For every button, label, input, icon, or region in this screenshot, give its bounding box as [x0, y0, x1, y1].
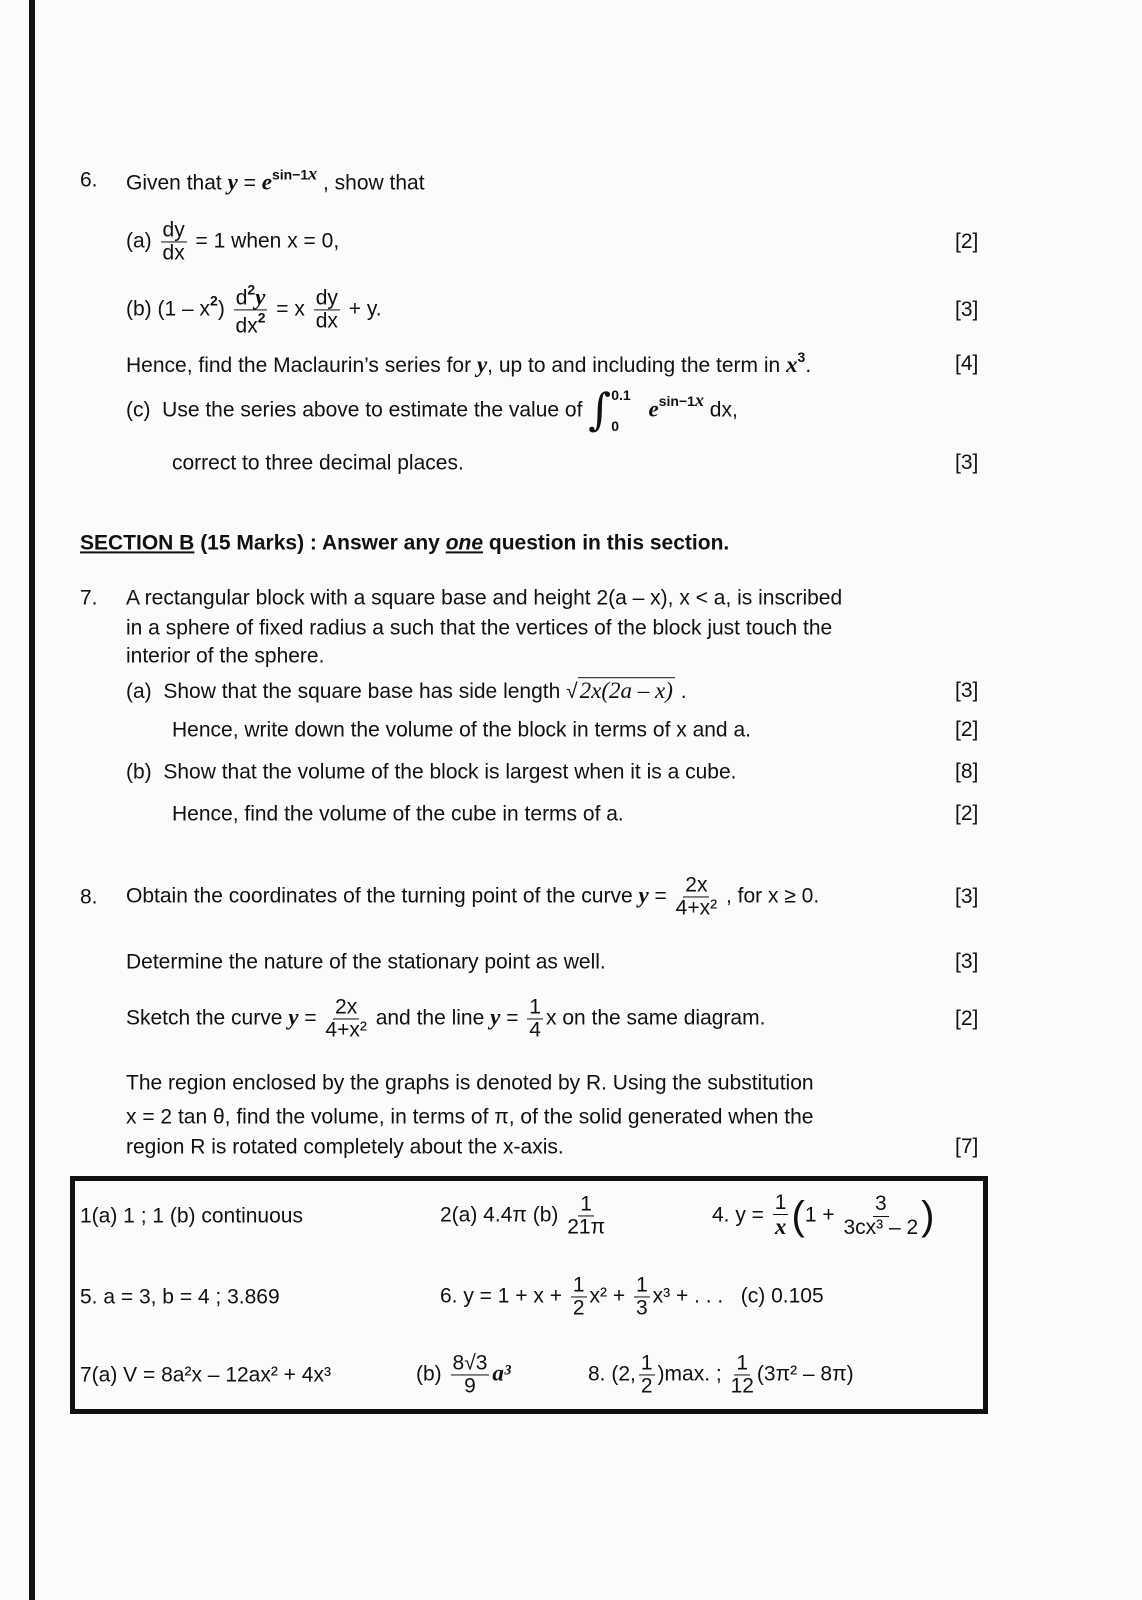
- var-x: x: [308, 163, 318, 184]
- var-y: y: [227, 169, 238, 195]
- d: d: [235, 286, 248, 310]
- answer-8-tail: (3π² – 8π): [756, 1362, 854, 1386]
- marks: [3]: [955, 679, 979, 702]
- q6a-text: = 1 when: [195, 229, 282, 253]
- q6-intro-end: , show that: [323, 171, 425, 195]
- denominator: x: [774, 1214, 787, 1240]
- q7a-text: Show that the square base has side length: [163, 680, 561, 704]
- curve-fraction: [676, 874, 717, 919]
- denominator: dx: [315, 309, 338, 333]
- denominator: 4+x²: [325, 1018, 367, 1042]
- q8-sketch-text: Sketch the curve: [126, 1006, 283, 1030]
- q7b-hence: Hence, find the volume of the cube in terms of a.: [172, 802, 624, 826]
- answer-6c: (c) 0.105: [740, 1284, 824, 1308]
- fraction: [567, 1193, 605, 1238]
- q6c-text: Use the series above to estimate the value of: [162, 398, 583, 422]
- q6a: [126, 219, 339, 264]
- q6-intro-text: Given that: [126, 171, 222, 195]
- numerator: 1: [736, 1351, 749, 1375]
- numerator: 1: [572, 1273, 585, 1297]
- page-left-border: [29, 0, 35, 1600]
- q6-number: 6.: [80, 168, 98, 192]
- denominator: 9: [464, 1374, 476, 1398]
- sqrt-content: 2x(2a – x): [579, 678, 673, 704]
- dx: dx: [235, 314, 258, 338]
- section-title: SECTION B: [80, 531, 195, 555]
- fraction: [634, 1274, 650, 1319]
- equals-x: = x: [276, 297, 305, 321]
- integral-limits: [611, 380, 630, 442]
- q8-sketch-text-c: x on the same diagram.: [545, 1006, 766, 1030]
- part-label: (c): [126, 398, 151, 422]
- marks: [7]: [955, 1135, 979, 1158]
- exponent: 3: [797, 349, 806, 366]
- marks: [2]: [955, 718, 979, 741]
- q7b-text: Show that the volume of the block is largest when it is a cube.: [163, 760, 737, 784]
- var-x: x: [694, 390, 704, 411]
- denominator: 2: [640, 1374, 653, 1398]
- emphasis-one: one: [445, 531, 484, 555]
- denominator: 4+x²: [675, 896, 718, 920]
- answer-6-text: 6. y = 1 + x +: [440, 1284, 562, 1308]
- plus-y: + y.: [348, 297, 382, 321]
- var-y: y: [476, 352, 488, 378]
- inverse: −1: [678, 393, 695, 410]
- paren: ): [217, 297, 225, 321]
- denominator: dx: [162, 241, 185, 265]
- marks: [3]: [955, 298, 979, 321]
- sin: sin: [271, 166, 293, 183]
- answer-4: 4. y = $\frac{1}{x}$ (1 + $\frac{3}{\text{3cx³ – 2}}$ ): [712, 1191, 935, 1240]
- numerator: 1: [580, 1192, 592, 1216]
- q8-line2: Determine the nature of the stationary point as well.: [126, 950, 606, 974]
- q7-line1: A rectangular block with a square base and height 2(a – x), x < a, is inscribed: [126, 586, 843, 610]
- marks: [3]: [955, 950, 979, 973]
- marks: [2]: [955, 802, 979, 825]
- denominator: 21π: [567, 1215, 606, 1239]
- numerator: 1: [640, 1351, 653, 1375]
- fraction: [639, 1352, 655, 1397]
- q8-sketch-text-b: and the line: [375, 1006, 485, 1030]
- var-y: y: [288, 1004, 299, 1030]
- denominator: 3cx³ – 2: [843, 1215, 919, 1239]
- var-e: e: [261, 169, 272, 195]
- q8-text: Obtain the coordinates of the turning point of the curve: [126, 884, 633, 908]
- denominator: 4: [529, 1018, 541, 1042]
- var-e: e: [648, 396, 659, 422]
- marks: [3]: [955, 885, 979, 908]
- inverse: −1: [292, 166, 309, 183]
- answer-8: [588, 1352, 854, 1397]
- answer-4-one: 1 +: [804, 1203, 835, 1227]
- q8-line1: Obtain the coordinates of the turning point of the curve y = $\frac{2x}{\text{4+x²}}$ , for x ≥ 0.: [126, 873, 820, 920]
- var-y: y: [638, 882, 649, 908]
- section-instructions: (15 Marks) : Answer any: [200, 531, 440, 555]
- q8-line3: Sketch the curve y = $\frac{2x}{\text{4+x²}}$ and the line y = $\frac{1}{4}$ x on the same diagram.: [126, 995, 766, 1042]
- var-y: y: [255, 284, 266, 310]
- fraction: [571, 1274, 587, 1319]
- numerator: 1: [774, 1191, 787, 1215]
- answer-7a: 7(a) V = 8a²x – 12ax² + 4x³: [80, 1363, 331, 1387]
- equals: =: [237, 171, 262, 195]
- hence-text-b: , up to and including the term in: [487, 354, 781, 378]
- denominator: 12: [730, 1374, 754, 1398]
- answer-8-text: 8. (2,: [588, 1362, 636, 1386]
- answer-7b-label: (b): [416, 1362, 442, 1386]
- q6b: [126, 282, 382, 337]
- fraction: [731, 1352, 754, 1397]
- derivative-fraction: [314, 287, 340, 332]
- upper-limit: 0.1: [611, 387, 631, 404]
- numerator: 1: [635, 1273, 648, 1297]
- q8-number: 8.: [80, 885, 98, 909]
- var-y: y: [490, 1004, 501, 1030]
- dx: dx,: [709, 398, 738, 422]
- exponent: 2: [257, 309, 266, 326]
- exponent: 2: [247, 281, 256, 298]
- a-cubed: a³: [492, 1360, 511, 1386]
- integral-sign: ∫: [588, 384, 612, 436]
- numerator: 2x: [685, 873, 708, 897]
- q8-line5: x = 2 tan θ, find the volume, in terms of π, of the solid generated when the: [126, 1105, 814, 1129]
- answer-1: 1(a) 1 ; 1 (b) continuous: [80, 1204, 303, 1228]
- q8-condition: , for x ≥ 0.: [725, 884, 820, 908]
- marks: [8]: [955, 760, 979, 783]
- q7b: [126, 759, 737, 784]
- quarter-fraction: [527, 996, 543, 1041]
- q7a-hence: Hence, write down the volume of the block in terms of x and a.: [172, 718, 751, 742]
- numerator: 1: [529, 995, 541, 1019]
- max-label: )max. ;: [657, 1362, 722, 1386]
- answer-6: [440, 1274, 824, 1319]
- x-cubed: x³ + . . .: [652, 1284, 724, 1308]
- numerator: 2x: [335, 995, 358, 1019]
- section-b-heading: [80, 530, 729, 555]
- marks: [3]: [955, 451, 979, 474]
- q7a: (a) Show that the square base has side length √2x(2a – x) .: [126, 678, 687, 704]
- marks: [2]: [955, 1007, 979, 1030]
- answer-2-text: 2(a) 4.4π (b): [440, 1203, 559, 1227]
- answer-4-text: 4. y =: [712, 1203, 764, 1227]
- q6a-condition: x = 0,: [287, 229, 340, 253]
- q8-line6: region R is rotated completely about the x-axis.: [126, 1135, 564, 1159]
- second-derivative: [234, 282, 268, 337]
- part-label: (a): [126, 229, 152, 253]
- marks: [2]: [955, 230, 979, 253]
- numerator: dy: [315, 286, 338, 310]
- lower-limit: 0: [611, 418, 619, 434]
- fraction: [451, 1352, 490, 1397]
- answer-7b: [416, 1352, 511, 1397]
- x-squared: x² +: [589, 1284, 626, 1308]
- q7-line2: in a sphere of fixed radius a such that the vertices of the block just touch the: [126, 616, 833, 640]
- var-x: x: [786, 352, 798, 378]
- curve-fraction: [325, 996, 366, 1041]
- part-label: (b): [126, 760, 152, 784]
- answer-2: [440, 1193, 608, 1238]
- sqrt-icon: √: [566, 680, 578, 704]
- q7-number: 7.: [80, 586, 98, 610]
- denominator: 2: [572, 1296, 585, 1320]
- part-label: (a): [126, 680, 152, 704]
- numerator: dy: [162, 218, 185, 242]
- denominator: 3: [635, 1296, 648, 1320]
- q6-intro: [126, 164, 425, 197]
- answer-5: 5. a = 3, b = 4 ; 3.869: [80, 1285, 280, 1309]
- section-instructions-end: question in this section.: [488, 531, 730, 555]
- part-label: (b): [126, 297, 152, 321]
- sin: sin: [658, 393, 679, 410]
- q6c: [126, 380, 738, 442]
- exponent: 2: [210, 292, 218, 309]
- fraction: [843, 1193, 918, 1238]
- q7-line3: interior of the sphere.: [126, 644, 325, 668]
- derivative-fraction: [161, 219, 187, 264]
- q8-line4: The region enclosed by the graphs is denoted by R. Using the substitution: [126, 1071, 814, 1095]
- q6-hence: Hence, find the Maclaurin’s series for y, up to and including the term in $x^3$.: [126, 349, 812, 378]
- hence-text: Hence, find the Maclaurin’s series for: [126, 354, 472, 378]
- numerator: 3: [874, 1192, 887, 1216]
- q6b-lhs: (1 – x: [157, 297, 211, 321]
- fraction: [773, 1192, 789, 1239]
- q6c-text2: correct to three decimal places.: [172, 451, 464, 475]
- marks: [4]: [955, 352, 979, 375]
- numerator: 8√3: [452, 1351, 488, 1375]
